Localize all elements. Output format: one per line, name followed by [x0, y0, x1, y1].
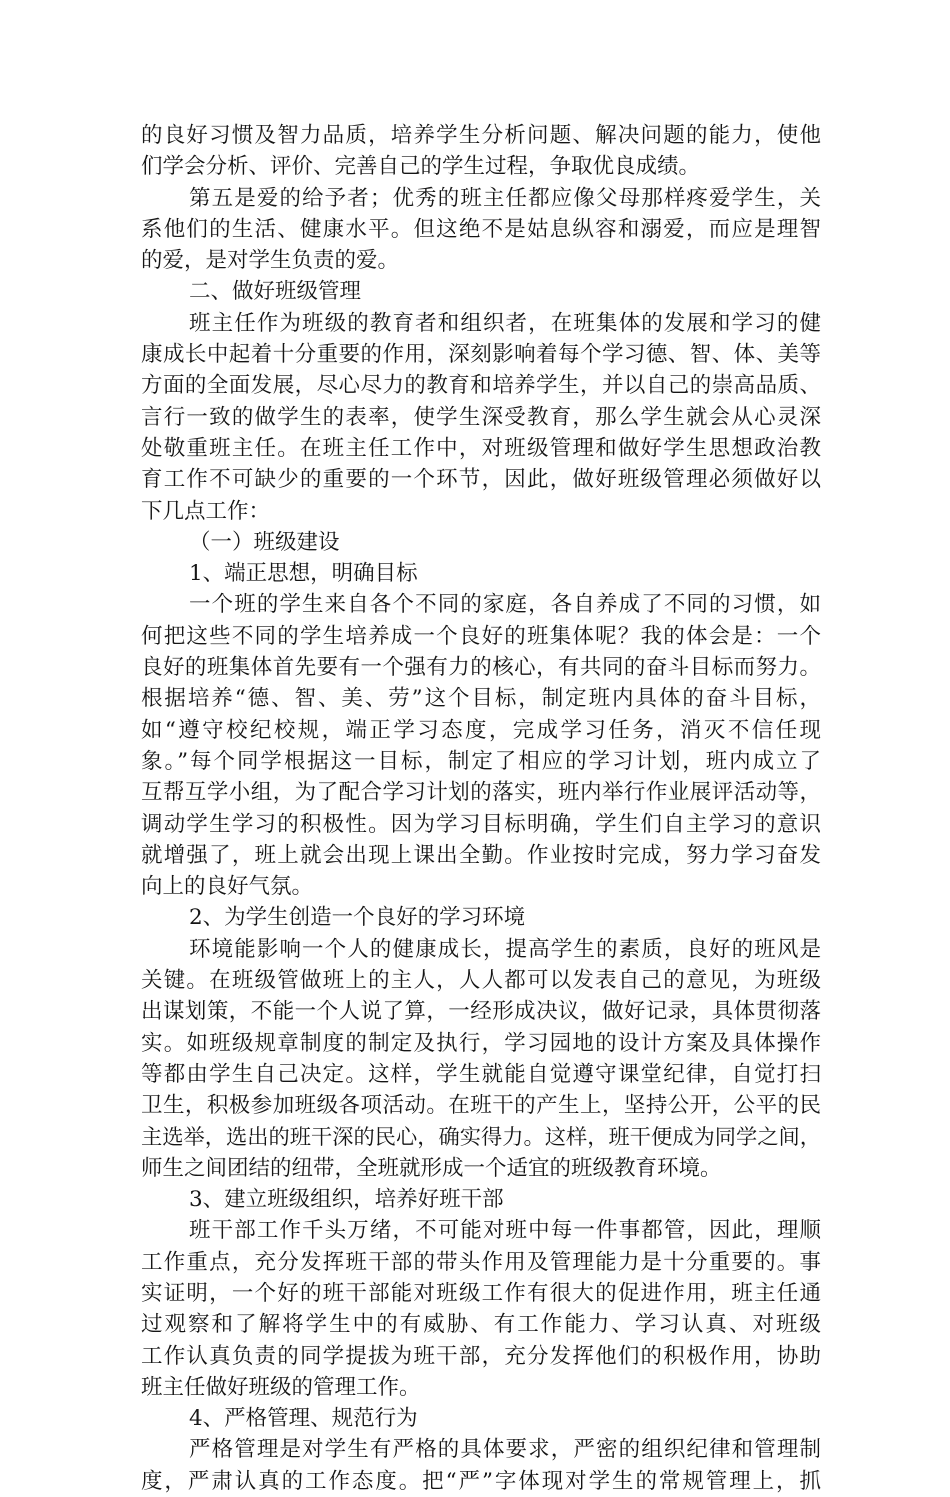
- text-line: 系他们的生活、健康水平。但这绝不是姑息纵容和溺爱，而应是理智: [141, 216, 821, 242]
- text-line: 环境能影响一个人的健康成长，提高学生的素质，良好的班风是: [189, 936, 821, 962]
- text-line: 方面的全面发展，尽心尽力的教育和培养学生，并以自己的崇高品质、: [141, 373, 821, 399]
- text-line: 等都由学生自己决定。这样，学生就能自觉遵守课堂纪律，自觉打扫: [141, 1061, 821, 1087]
- text-line: 师生之间团结的纽带，全班就形成一个适宜的班级教育环境。: [141, 1155, 722, 1181]
- text-line: 班主任作为班级的教育者和组织者，在班集体的发展和学习的健: [189, 310, 821, 336]
- text-line: 调动学生学习的积极性。因为学习目标明确，学生们自主学习的意识: [141, 811, 821, 837]
- text-line: 实证明，一个好的班干部能对班级工作有很大的促进作用，班主任通: [141, 1280, 821, 1306]
- text-line: 工作重点，充分发挥班干部的带头作用及管理能力是十分重要的。事: [141, 1249, 821, 1275]
- text-line: 主选举，选出的班干深的民心，确实得力。这样，班干便成为同学之间，: [141, 1124, 822, 1150]
- text-line: 1、端正思想，明确目标: [189, 561, 418, 587]
- text-line: 互帮互学小组，为了配合学习计划的落实，班内举行作业展评活动等，: [141, 780, 821, 806]
- text-line: 3、建立班级组织，培养好班干部: [189, 1187, 504, 1213]
- text-line: 良好的班集体首先要有一个强有力的核心，有共同的奋斗目标而努力。: [141, 655, 821, 681]
- text-line: 关键。在班级管做班上的主人，人人都可以发表自己的意见，为班级: [141, 968, 821, 994]
- text-line: （一）班级建设: [189, 529, 340, 555]
- text-line: 言行一致的做学生的表率，使学生深受教育，那么学生就会从心灵深: [141, 404, 821, 430]
- text-line: 第五是爱的给予者；优秀的班主任都应像父母那样疼爱学生，关: [189, 185, 821, 211]
- document-body: [141, 120, 821, 1497]
- text-line: 的爱，是对学生负责的爱。: [141, 248, 400, 274]
- text-line: 4、严格管理、规范行为: [189, 1406, 418, 1432]
- text-line: 卫生，积极参加班级各项活动。在班干的产生上，坚持公开，公平的民: [141, 1093, 821, 1119]
- text-line: 班主任做好班级的管理工作。: [141, 1374, 421, 1400]
- text-line: 过观察和了解将学生中的有威胁、有工作能力、学习认真、对班级: [141, 1312, 821, 1338]
- text-line: 康成长中起着十分重要的作用，深刻影响着每个学习德、智、体、美等: [141, 342, 821, 368]
- text-line: 二、做好班级管理: [189, 279, 362, 305]
- text-line: 如“遵守校纪校规，端正学习态度，完成学习任务，消灭不信任现: [141, 717, 821, 743]
- text-line: 处敬重班主任。在班主任工作中，对班级管理和做好学生思想政治教: [141, 435, 821, 461]
- text-line: 班干部工作千头万绪，不可能对班中每一件事都管，因此，理顺: [189, 1218, 821, 1244]
- text-line: 严格管理是对学生有严格的具体要求，严密的组织纪律和管理制: [189, 1437, 821, 1463]
- text-line: 育工作不可缺少的重要的一个环节，因此，做好班级管理必须做好以: [141, 467, 821, 493]
- text-line: 下几点工作：: [141, 498, 271, 524]
- text-line: 工作认真负责的同学提拔为班干部，充分发挥他们的积极作用，协助: [141, 1343, 821, 1369]
- text-line: 何把这些不同的学生培养成一个良好的班集体呢？我的体会是：一个: [141, 623, 821, 649]
- text-line: 的良好习惯及智力品质，培养学生分析问题、解决问题的能力，使他: [141, 123, 821, 148]
- text-line: 象。”每个同学根据这一目标，制定了相应的学习计划，班内成立了: [141, 748, 821, 774]
- text-line: 一个班的学生来自各个不同的家庭，各自养成了不同的习惯，如: [189, 592, 821, 618]
- text-line: 向上的良好气氛。: [141, 874, 314, 900]
- text-line: 2、为学生创造一个良好的学习环境: [189, 905, 526, 931]
- text-line: 根据培养“德、智、美、劳”这个目标，制定班内具体的奋斗目标，: [141, 686, 821, 712]
- text-line: 就增强了，班上就会出现上课出全勤。作业按时完成，努力学习奋发: [141, 842, 821, 868]
- text-line: 度，严肃认真的工作态度。把“严”字体现对学生的常规管理上，抓: [141, 1468, 821, 1494]
- text-line: 实。如班级规章制度的制定及执行，学习园地的设计方案及具体操作: [141, 1030, 821, 1056]
- text-line: 们学会分析、评价、完善自己的学生过程，争取优良成绩。: [141, 154, 701, 180]
- text-line: 出谋划策，不能一个人说了算，一经形成决议，做好记录，具体贯彻落: [141, 999, 821, 1025]
